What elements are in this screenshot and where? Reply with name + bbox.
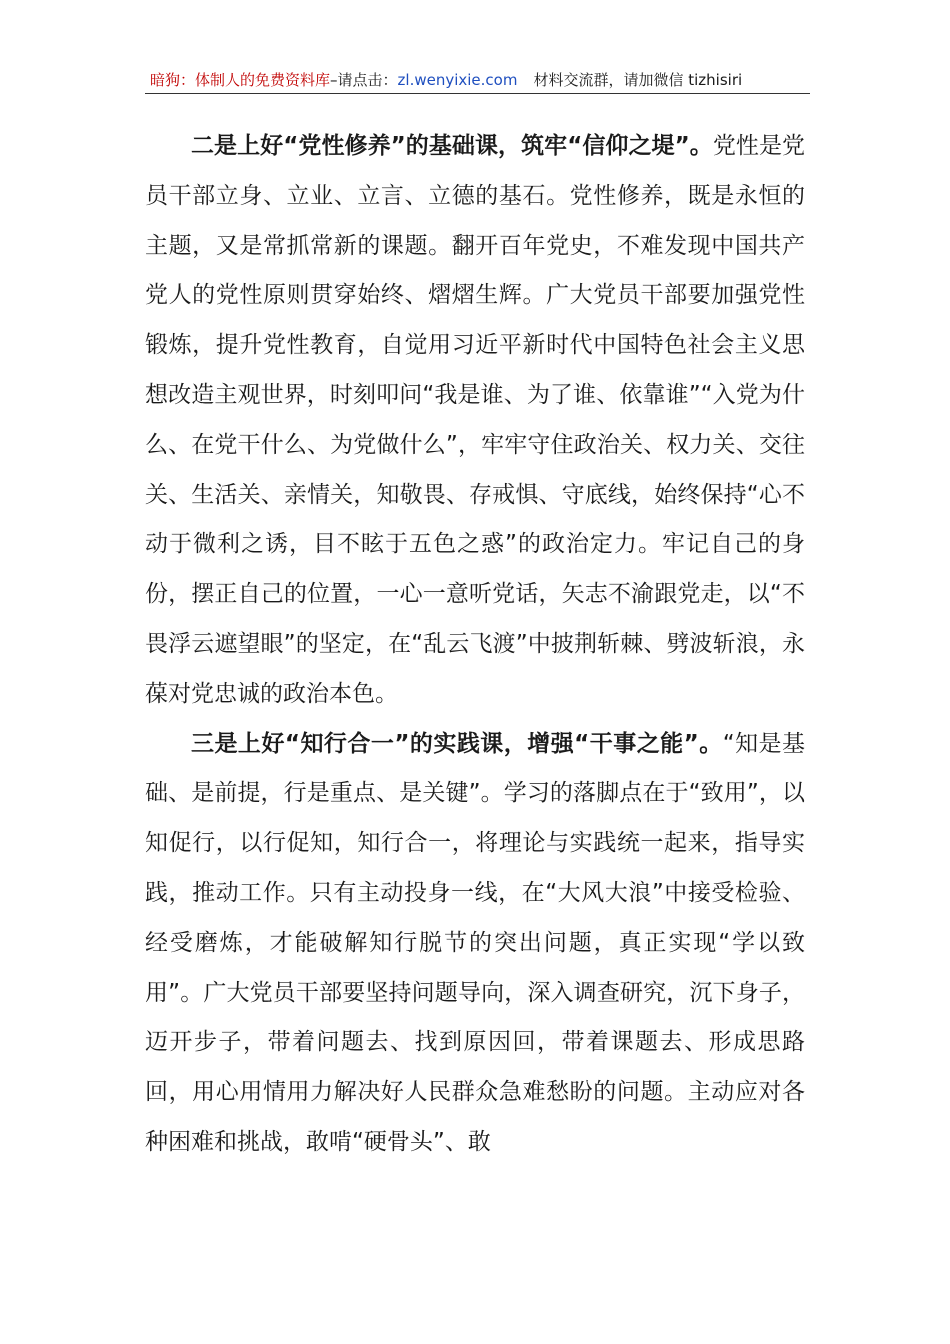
paragraph-heading: 三是上好“知行合一”的实践课，增强“干事之能”。	[191, 730, 723, 757]
header-brand: 暗狗：体制人的免费资料库	[150, 71, 331, 89]
paragraph-practice	[145, 720, 805, 1168]
document-body	[145, 122, 805, 1168]
header-contact: 材料交流群，请加微信 tizhisiri	[533, 71, 743, 89]
paragraph-heading: 二是上好“党性修养”的基础课，筑牢“信仰之堤”。	[191, 133, 713, 159]
header-divider	[145, 93, 810, 94]
header-url-link[interactable]: zl.wenyixie.com	[397, 71, 518, 89]
header-prompt: –请点击：	[330, 71, 398, 89]
paragraph-text: “知是基础、是前提，行是重点、是关键”。学习的落脚点在于“致用”，以知促行，以行促知，知行合一，将理论与实践统一起来，指导实践，推动工作。只有主动投身一线，在“大风大浪”中接受检验、经受磨炼，才能破解知行脱节的突出问题，真正实现“学以致用”。广大党员干部要坚持问题导向，深入调查研究，沉下身子，迈开步子，带着问题去、找到原因回，带着课题去、形成思路回，用心用情用力解决好人民群众急难愁盼的问题。主动应对各种困难和挑战，敢啃“硬骨头”、敢	[145, 730, 806, 1155]
page-header	[150, 68, 810, 92]
paragraph-text: 党性是党员干部立身、立业、立言、立德的基石。党性修养，既是永恒的主题，又是常抓常新的课题。翻开百年党史，不难发现中国共产党人的党性原则贯穿始终、熠熠生辉。广大党员干部要加强党性锻炼，提升党性教育，自觉用习近平新时代中国特色社会主义思想改造主观世界，时刻叩问“我是谁、为了谁、依靠谁”“入党为什么、在党干什么、为党做什么”，牢牢守住政治关、权力关、交往关、生活关、亲情关，知敬畏、存戒惧、守底线，始终保持“心不动于微利之诱，目不眩于五色之惑”的政治定力。牢记自己的身份，摆正自己的位置，一心一意听党话，矢志不渝跟党走，以“不畏浮云遮望眼”的坚定，在“乱云飞渡”中披荆斩棘、劈波斩浪，永葆对党忠诚的政治本色。	[145, 133, 805, 707]
paragraph-party-spirit	[145, 122, 805, 720]
